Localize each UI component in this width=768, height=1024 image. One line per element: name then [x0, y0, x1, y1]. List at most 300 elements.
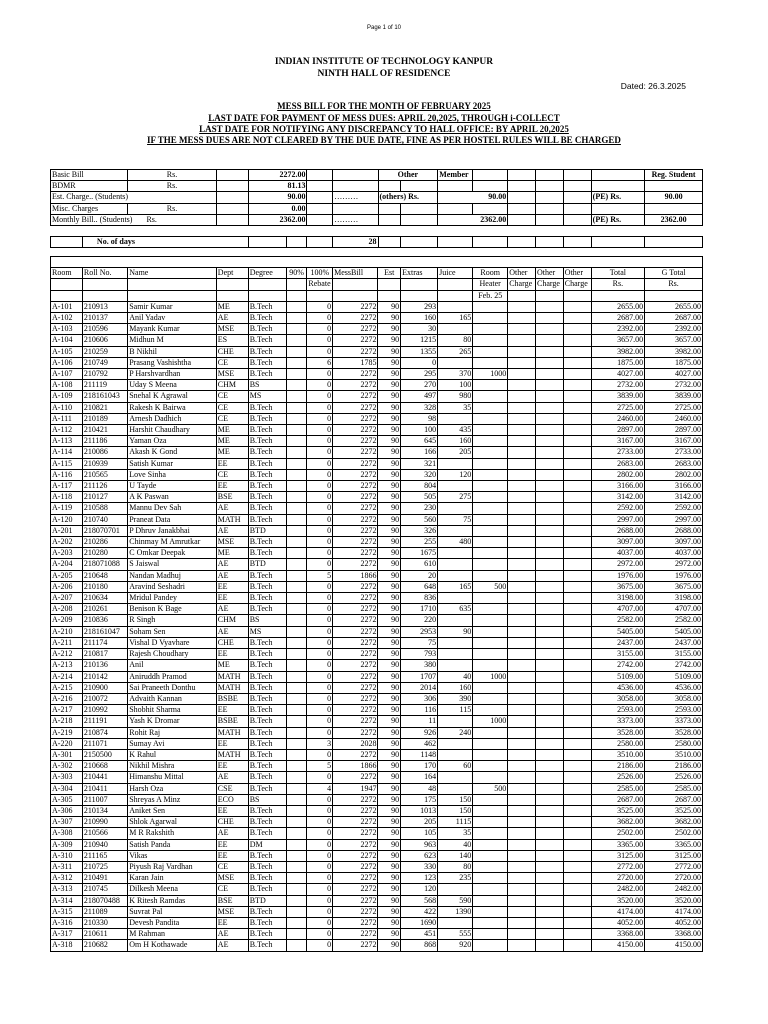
cell-room: A-315 [51, 906, 83, 917]
cell-dept: BSE [216, 492, 248, 503]
cell-rebate: 0 [307, 626, 333, 637]
cell-total: 2592.00 [591, 503, 645, 514]
cell-est: 90 [378, 548, 401, 559]
table-row [51, 817, 703, 828]
rs-label: Rs. [146, 214, 157, 224]
cell-est: 90 [378, 391, 401, 402]
cell-empty [563, 324, 591, 335]
cell-gtotal: 3155.00 [645, 649, 703, 660]
cell-empty [536, 884, 564, 895]
cell-name: Yaman Oza [128, 436, 217, 447]
cell-roll: 210648 [82, 570, 127, 581]
cell-messbill: 2272 [333, 525, 378, 536]
cell-heater [473, 413, 508, 424]
table-row [51, 637, 703, 648]
cell-room: A-213 [51, 660, 83, 671]
cell-empty [536, 817, 564, 828]
cell-empty [536, 447, 564, 458]
cell-gtotal: 4052.00 [645, 917, 703, 928]
cell-extras: 166 [401, 447, 438, 458]
cell-empty [508, 649, 536, 660]
cell-heater [473, 738, 508, 749]
cell-name: Rakesh K Bairwa [128, 402, 217, 413]
summary-row-monthly [51, 214, 703, 225]
cell-empty [536, 805, 564, 816]
cell-name: Karan Jain [128, 873, 217, 884]
cell-degree: B.Tech [248, 548, 286, 559]
cell-degree: B.Tech [248, 469, 286, 480]
cell-heater [473, 357, 508, 368]
cell-empty [563, 727, 591, 738]
cell-total: 3125.00 [591, 850, 645, 861]
cell-room: A-201 [51, 525, 83, 536]
cell-empty [286, 783, 307, 794]
cell-room: A-215 [51, 682, 83, 693]
cell-dept: AE [216, 313, 248, 324]
cell-dept: MSE [216, 537, 248, 548]
cell-rebate: 0 [307, 817, 333, 828]
cell-empty [508, 581, 536, 592]
cell-empty [536, 604, 564, 615]
cell-empty [536, 637, 564, 648]
cell-empty [286, 817, 307, 828]
cell-dept: MATH [216, 682, 248, 693]
header-other-3: Other [563, 268, 591, 279]
table-row [51, 548, 703, 559]
cell-juice [438, 749, 473, 760]
cell-gtotal: 2582.00 [645, 615, 703, 626]
cell-total: 2580.00 [591, 738, 645, 749]
cell-name: K Ritesh Ramdas [128, 895, 217, 906]
cell-empty [536, 324, 564, 335]
cell-room: A-113 [51, 436, 83, 447]
cell-empty [536, 402, 564, 413]
cell-messbill: 2272 [333, 660, 378, 671]
cell-empty [536, 660, 564, 671]
cell-heater [473, 884, 508, 895]
cell-degree: B.Tech [248, 593, 286, 604]
cell-juice: 100 [438, 380, 473, 391]
cell-est: 90 [378, 682, 401, 693]
monthly-label [51, 214, 217, 225]
cell-empty [508, 850, 536, 861]
cell-messbill: 2272 [333, 637, 378, 648]
table-row [51, 525, 703, 536]
cell-gtotal: 1875.00 [645, 357, 703, 368]
cell-extras: 328 [401, 402, 438, 413]
cell-dept: ME [216, 660, 248, 671]
cell-est: 90 [378, 850, 401, 861]
cell-empty [536, 940, 564, 951]
cell-juice [438, 413, 473, 424]
cell-extras: 610 [401, 559, 438, 570]
cell-gtotal: 2526.00 [645, 772, 703, 783]
cell-extras: 2953 [401, 626, 438, 637]
cell-name: Prasang Vashishtha [128, 357, 217, 368]
table-row [51, 895, 703, 906]
header-other-2: Other [536, 268, 564, 279]
dated: Dated: 26.3.2025 [620, 81, 686, 91]
cell-roll: 218161043 [82, 391, 127, 402]
cell-heater [473, 817, 508, 828]
cell-empty [286, 850, 307, 861]
cell-est: 90 [378, 301, 401, 312]
basic-bill-value: 2272.00 [248, 170, 307, 181]
cell-rebate: 0 [307, 525, 333, 536]
cell-room: A-104 [51, 335, 83, 346]
cell-est: 90 [378, 727, 401, 738]
cell-messbill: 2272 [333, 469, 378, 480]
cell-empty [508, 335, 536, 346]
cell-heater [473, 537, 508, 548]
cell-est: 90 [378, 626, 401, 637]
table-row [51, 716, 703, 727]
days-label: No. of days [82, 237, 248, 248]
cell-juice: 160 [438, 682, 473, 693]
cell-empty [536, 301, 564, 312]
cell-gtotal: 4027.00 [645, 369, 703, 380]
cell-heater [473, 548, 508, 559]
cell-empty [508, 929, 536, 940]
cell-dept: MSE [216, 906, 248, 917]
cell-est: 90 [378, 660, 401, 671]
cell-empty [563, 559, 591, 570]
cell-empty [286, 895, 307, 906]
cell-empty [286, 346, 307, 357]
cell-empty [563, 525, 591, 536]
cell-est: 90 [378, 369, 401, 380]
cell-dept: BSE [216, 895, 248, 906]
misc-value: 0.00 [248, 203, 307, 214]
cell-room: A-107 [51, 369, 83, 380]
cell-roll: 2150500 [82, 749, 127, 760]
cell-extras: 295 [401, 369, 438, 380]
cell-degree: B.Tech [248, 604, 286, 615]
cell-heater [473, 873, 508, 884]
cell-extras: 30 [401, 324, 438, 335]
cell-roll: 210280 [82, 548, 127, 559]
cell-messbill: 2272 [333, 671, 378, 682]
cell-roll: 210441 [82, 772, 127, 783]
cell-gtotal: 3682.00 [645, 817, 703, 828]
summary-spacer [51, 226, 703, 237]
cell-est: 90 [378, 637, 401, 648]
cell-gtotal: 3982.00 [645, 346, 703, 357]
cell-juice [438, 772, 473, 783]
cell-est: 90 [378, 436, 401, 447]
cell-est: 90 [378, 873, 401, 884]
cell-dept: EE [216, 738, 248, 749]
cell-empty [536, 783, 564, 794]
cell-empty [536, 548, 564, 559]
cell-messbill: 2272 [333, 716, 378, 727]
table-row [51, 649, 703, 660]
cell-messbill: 2272 [333, 873, 378, 884]
cell-rebate: 0 [307, 581, 333, 592]
cell-dept: ME [216, 301, 248, 312]
cell-roll: 210836 [82, 615, 127, 626]
cell-degree: B.Tech [248, 313, 286, 324]
cell-empty [508, 895, 536, 906]
cell-dept: CE [216, 391, 248, 402]
cell-name: Satish Kumar [128, 458, 217, 469]
cell-empty [536, 727, 564, 738]
cell-dept: MATH [216, 727, 248, 738]
cell-room: A-308 [51, 828, 83, 839]
cell-room: A-205 [51, 570, 83, 581]
table-row [51, 369, 703, 380]
cell-heater: 500 [473, 581, 508, 592]
cell-empty [508, 548, 536, 559]
cell-est: 90 [378, 380, 401, 391]
cell-empty [563, 537, 591, 548]
cell-gtotal: 2592.00 [645, 503, 703, 514]
cell-messbill: 1785 [333, 357, 378, 368]
cell-empty [536, 380, 564, 391]
cell-degree: B.Tech [248, 413, 286, 424]
summary-row-misc [51, 203, 703, 214]
cell-total: 3373.00 [591, 716, 645, 727]
monthly-label-text: Monthly Bill.. (Students) [52, 214, 133, 224]
cell-rebate: 0 [307, 839, 333, 850]
cell-name: Piyush Raj Vardhan [128, 861, 217, 872]
cell-name: P Harshvardhan [128, 369, 217, 380]
cell-extras: 116 [401, 705, 438, 716]
cell-room: A-209 [51, 615, 83, 626]
cell-extras: 963 [401, 839, 438, 850]
cell-empty [536, 906, 564, 917]
cell-gtotal: 2732.00 [645, 380, 703, 391]
cell-empty [286, 413, 307, 424]
table-row [51, 514, 703, 525]
cell-extras: 11 [401, 716, 438, 727]
cell-empty [536, 503, 564, 514]
cell-room: A-310 [51, 850, 83, 861]
cell-room: A-110 [51, 402, 83, 413]
cell-empty [536, 425, 564, 436]
cell-heater [473, 525, 508, 536]
cell-empty [508, 682, 536, 693]
cell-total: 4707.00 [591, 604, 645, 615]
cell-rebate: 0 [307, 637, 333, 648]
cell-empty [536, 671, 564, 682]
cell-extras: 804 [401, 481, 438, 492]
table-row [51, 671, 703, 682]
cell-total: 3520.00 [591, 895, 645, 906]
cell-roll: 210588 [82, 503, 127, 514]
cell-empty [536, 716, 564, 727]
cell-empty [508, 917, 536, 928]
cell-dept: AE [216, 929, 248, 940]
cell-empty [286, 559, 307, 570]
cell-gtotal: 3365.00 [645, 839, 703, 850]
table-row [51, 929, 703, 940]
cell-degree: B.Tech [248, 682, 286, 693]
cell-juice: 235 [438, 873, 473, 884]
cell-name: Shreyas A Minz [128, 794, 217, 805]
cell-empty [286, 917, 307, 928]
cell-total: 2720.00 [591, 873, 645, 884]
cell-messbill: 2272 [333, 425, 378, 436]
cell-roll: 210939 [82, 458, 127, 469]
cell-name: Chinmay M Amrutkar [128, 537, 217, 548]
cell-empty [536, 873, 564, 884]
table-row [51, 693, 703, 704]
cell-extras: 1013 [401, 805, 438, 816]
cell-roll: 211186 [82, 436, 127, 447]
cell-empty [563, 626, 591, 637]
cell-empty [536, 828, 564, 839]
cell-dept: AE [216, 559, 248, 570]
cell-roll: 210259 [82, 346, 127, 357]
cell-extras: 230 [401, 503, 438, 514]
cell-empty [508, 324, 536, 335]
cell-empty [563, 458, 591, 469]
cell-roll: 210745 [82, 884, 127, 895]
cell-est: 90 [378, 615, 401, 626]
cell-heater [473, 503, 508, 514]
cell-roll: 218070488 [82, 895, 127, 906]
cell-degree: BTD [248, 559, 286, 570]
cell-total: 1976.00 [591, 570, 645, 581]
cell-heater [473, 693, 508, 704]
cell-messbill: 2272 [333, 391, 378, 402]
summary-row-days [51, 237, 703, 248]
header-row-2 [51, 279, 703, 290]
cell-empty [563, 906, 591, 917]
cell-gtotal: 3166.00 [645, 481, 703, 492]
cell-heater: 1000 [473, 369, 508, 380]
cell-dept: CE [216, 469, 248, 480]
cell-empty [536, 458, 564, 469]
cell-juice [438, 301, 473, 312]
cell-extras: 320 [401, 469, 438, 480]
table-row [51, 380, 703, 391]
cell-empty [508, 413, 536, 424]
cell-degree: BTD [248, 895, 286, 906]
cell-gtotal: 2186.00 [645, 761, 703, 772]
cell-name: B Nikhil [128, 346, 217, 357]
cell-extras: 164 [401, 772, 438, 783]
cell-est: 90 [378, 469, 401, 480]
cell-roll: 211165 [82, 850, 127, 861]
cell-empty [536, 738, 564, 749]
cell-total: 3982.00 [591, 346, 645, 357]
cell-rebate: 0 [307, 346, 333, 357]
cell-juice: 390 [438, 693, 473, 704]
header-row-1 [51, 268, 703, 279]
cell-roll: 210900 [82, 682, 127, 693]
cell-est: 90 [378, 525, 401, 536]
cell-room: A-217 [51, 705, 83, 716]
cell-est: 90 [378, 794, 401, 805]
cell-name: Advaith Kannan [128, 693, 217, 704]
cell-empty [536, 369, 564, 380]
cell-rebate: 5 [307, 761, 333, 772]
summary-row-basic [51, 170, 703, 181]
cell-extras: 48 [401, 783, 438, 794]
cell-gtotal: 2683.00 [645, 458, 703, 469]
cell-total: 4536.00 [591, 682, 645, 693]
cell-gtotal: 2802.00 [645, 469, 703, 480]
cell-est: 90 [378, 593, 401, 604]
table-row [51, 503, 703, 514]
cell-messbill: 2272 [333, 581, 378, 592]
cell-gtotal: 2725.00 [645, 402, 703, 413]
cell-total: 2437.00 [591, 637, 645, 648]
cell-est: 90 [378, 503, 401, 514]
cell-dept: BSBE [216, 716, 248, 727]
cell-total: 2733.00 [591, 447, 645, 458]
cell-name: Devesh Pandita [128, 917, 217, 928]
cell-heater [473, 749, 508, 760]
table-row [51, 906, 703, 917]
header-est: Est [378, 268, 401, 279]
cell-total: 3368.00 [591, 929, 645, 940]
cell-room: A-106 [51, 357, 83, 368]
cell-messbill: 1866 [333, 570, 378, 581]
cell-messbill: 2272 [333, 884, 378, 895]
cell-rebate: 5 [307, 570, 333, 581]
cell-degree: B.Tech [248, 581, 286, 592]
cell-empty [286, 436, 307, 447]
cell-name: Nikhil Mishra [128, 761, 217, 772]
cell-est: 90 [378, 671, 401, 682]
cell-empty [563, 593, 591, 604]
cell-empty [286, 660, 307, 671]
cell-heater [473, 839, 508, 850]
cell-messbill: 2272 [333, 649, 378, 660]
cell-roll: 210606 [82, 335, 127, 346]
cell-gtotal: 2460.00 [645, 413, 703, 424]
cell-empty [508, 514, 536, 525]
cell-empty [508, 749, 536, 760]
header-roll: Roll No. [82, 268, 127, 279]
cell-rebate: 0 [307, 369, 333, 380]
cell-gtotal: 2742.00 [645, 660, 703, 671]
cell-empty [286, 828, 307, 839]
cell-dept: EE [216, 917, 248, 928]
cell-extras: 868 [401, 940, 438, 951]
cell-messbill: 2272 [333, 839, 378, 850]
cell-juice: 435 [438, 425, 473, 436]
cell-est: 90 [378, 425, 401, 436]
cell-juice [438, 716, 473, 727]
cell-name: Arnesh Dadhich [128, 413, 217, 424]
cell-total: 3058.00 [591, 693, 645, 704]
cell-extras: 623 [401, 850, 438, 861]
cell-room: A-118 [51, 492, 83, 503]
cell-roll: 210913 [82, 301, 127, 312]
cell-empty [286, 391, 307, 402]
cell-roll: 210142 [82, 671, 127, 682]
header-total: Total [591, 268, 645, 279]
cell-empty [286, 671, 307, 682]
cell-name: A K Paswan [128, 492, 217, 503]
cell-name: Rohit Raj [128, 727, 217, 738]
cell-juice: 275 [438, 492, 473, 503]
cell-extras: 1675 [401, 548, 438, 559]
monthly-pe-value: 2362.00 [645, 214, 703, 225]
cell-room: A-109 [51, 391, 83, 402]
cell-extras: 793 [401, 649, 438, 660]
cell-juice: 35 [438, 828, 473, 839]
cell-dept: CHM [216, 380, 248, 391]
cell-empty [286, 705, 307, 716]
cell-empty [563, 660, 591, 671]
cell-room: A-316 [51, 917, 83, 928]
cell-room: A-112 [51, 425, 83, 436]
